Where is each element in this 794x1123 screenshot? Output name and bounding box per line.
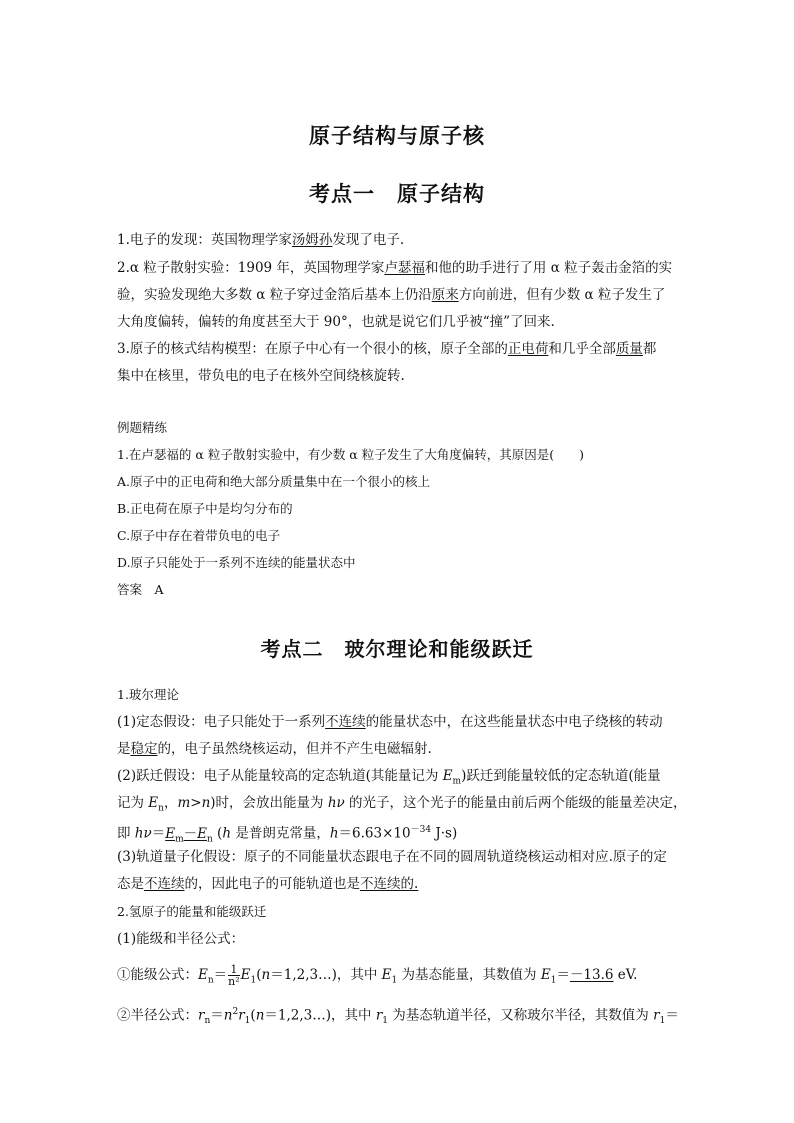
example-answer: 答案 A — [117, 582, 164, 597]
paragraph-nuclear-model: 3.原子的核式结构模型：在原子中心有一个很小的核，原子全部的正电荷和几乎全部质量都 — [117, 341, 657, 357]
bohr-theory-label: 1.玻尔理论 — [117, 687, 179, 702]
stationary-state-hypothesis: (1)定态假设：电子只能处于一系列不连续的能量状态中，在这些能量状态中电子绕核的转动 — [117, 714, 663, 730]
option-c: C.原子中存在着带负电的电子 — [117, 528, 281, 543]
section1-heading: 考点一 原子结构 — [309, 181, 485, 206]
hydrogen-energy-label: 2.氢原子的能量和能级跃迁 — [117, 904, 267, 919]
transition-hypothesis: (2)跃迁假设：电子从能量较高的定态轨道(其能量记为 $E_m$)跃迁到能量较低的定态轨道(能量 — [117, 768, 661, 787]
example-question: 1.在卢瑟福的 α 粒子散射实验中，有少数 α 粒子发生了大角度偏转，其原因是( ) — [117, 447, 584, 462]
transition-formula: 即 $h\nu=E_m-E_n$ (h 是普朗克常量，$h=6.63\times 10^{-34}$ J·s) — [117, 825, 458, 845]
radius-formula: ②半径公式：$r_n=n^2r_1(n=1,2,3\dots)$，其中 $r_1$ 为基态轨道半径，又称玻尔半径，其数值为 $r_1=$ — [117, 1007, 679, 1027]
page-title: 原子结构与原子核 — [309, 123, 485, 148]
option-d: D.原子只能处于一系列不连续的能量状态中 — [117, 555, 356, 570]
energy-level-formula: ①能级公式：$E_n=$ $\frac{1}{\text{n²}}$ $E_1(n=1,2,3\dots)$，其中 $E_1$ 为基态能量，其数值为 $E_1=-13.6$ eV. — [117, 963, 638, 988]
orbit-quantization-hypothesis-line2: 态是不连续的，因此电子的可能轨道也是不连续的. — [117, 876, 419, 892]
paragraph-alpha-scattering-line2: 验，实验发现绝大多数 α 粒子穿过金箔后基本上仍沿原来方向前进，但有少数 α 粒子发生了 — [117, 287, 666, 303]
stationary-state-hypothesis-line2: 是稳定的，电子虽然绕核运动，但并不产生电磁辐射. — [117, 741, 432, 757]
section2-heading: 考点二 玻尔理论和能级跃迁 — [260, 637, 534, 661]
paragraph-alpha-scattering-line3: 大角度偏转，偏转的角度甚至大于 90°，也就是说它们几乎被“撞”了回来. — [117, 314, 555, 330]
orbit-quantization-hypothesis: (3)轨道量子化假设：原子的不同能量状态跟电子在不同的圆周轨道绕核运动相对应.原子的定 — [117, 849, 667, 865]
option-a: A.原子中的正电荷和绝大部分质量集中在一个很小的核上 — [117, 474, 431, 489]
paragraph-alpha-scattering: 2.α 粒子散射实验：1909 年，英国物理学家卢瑟福和他的助手进行了用 α 粒子轰击金箔的实 — [117, 260, 673, 276]
level-radius-formula-label: (1)能级和半径公式： — [117, 931, 245, 947]
fraction-1-over-n-squared: $\frac{1}{\text{n²}}$ — [228, 963, 240, 988]
example-label: 例题精练 — [117, 420, 168, 435]
transition-hypothesis-line2: 记为 $E_n$，m>n)时，会放出能量为 hν 的光子，这个光子的能量由前后两个能级的能量差决定， — [117, 795, 687, 814]
paragraph-electron-discovery: 1.电子的发现：英国物理学家汤姆孙发现了电子. — [117, 232, 405, 248]
paragraph-nuclear-model-line2: 集中在核里，带负电的电子在核外空间绕核旋转. — [117, 368, 405, 384]
option-b: B.正电荷在原子中是均匀分布的 — [117, 501, 293, 516]
